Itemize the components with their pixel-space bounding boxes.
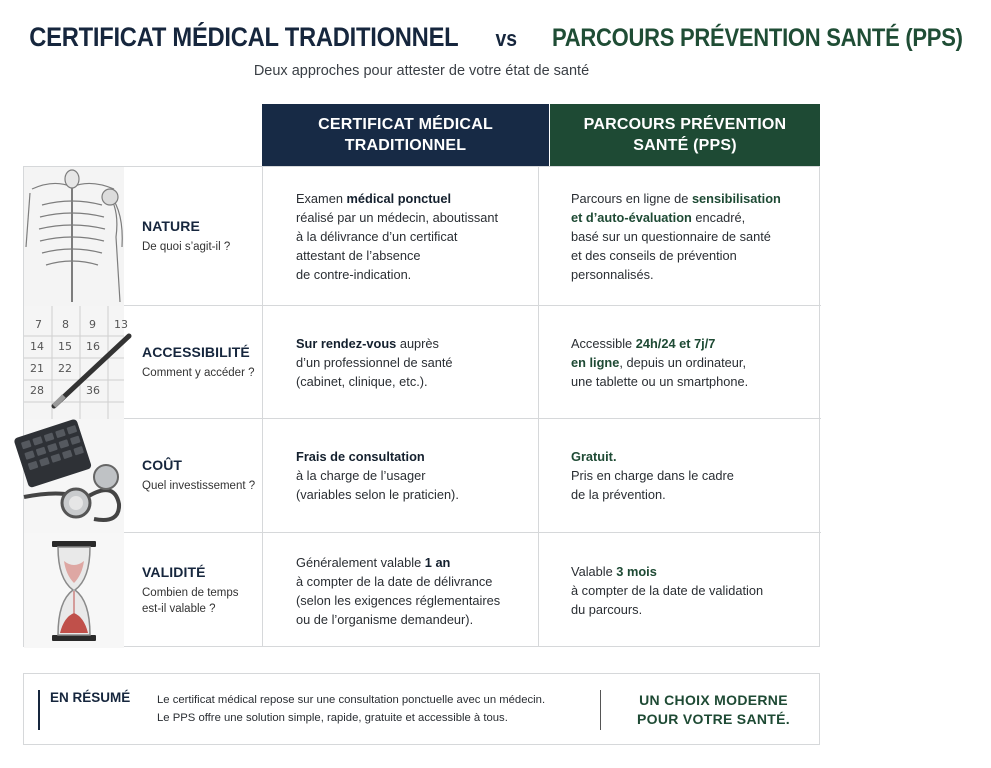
cell-pps-accessibilite: Accessible 24h/24 et 7j/7 en ligne, depuis un ordinateur, une tablette ou un smartphone. [571, 335, 749, 389]
row-title: VALIDITÉ [142, 564, 206, 580]
cell-traditional-accessibilite: Sur rendez-vous auprès d’un professionnel de santé (cabinet, clinique, etc.). [296, 335, 453, 389]
svg-text:7: 7 [35, 318, 42, 331]
row-question: Comment y accéder ? [142, 366, 255, 379]
calendar-pen-icon [24, 306, 128, 418]
row-title: NATURE [142, 217, 200, 234]
svg-text:36: 36 [86, 384, 100, 397]
title-pps: PARCOURS PRÉVENTION SANTÉ (PPS) [552, 24, 963, 52]
cell-pps-nature: Parcours en ligne de sensibilisation et d’auto-évaluation encadré, basé sur un questionnaire de santé et des conseils de prévention personnalisés. [571, 190, 781, 282]
row-question: Combien de temps est-il valable ? [142, 587, 239, 615]
title-traditional: CERTIFICAT MÉDICAL TRADITIONNEL [29, 22, 459, 52]
summary-box [23, 673, 820, 745]
hourglass-icon [24, 533, 124, 648]
row-question: De quoi s’agit-il ? [142, 240, 231, 253]
title-vs: vs [495, 26, 517, 51]
svg-text:22: 22 [58, 362, 72, 375]
summary-text: Le certificat médical repose sur une consultation ponctuelle avec un médecin. Le PPS offre une solution simple, rapide, gratuite et accessible à tous. [157, 694, 546, 724]
svg-text:8: 8 [62, 318, 69, 331]
comparison-table [23, 166, 820, 647]
column-header-pps: PARCOURS PRÉVENTION SANTÉ (PPS) [550, 104, 820, 166]
summary-divider [600, 690, 601, 730]
cell-pps-cout: Gratuit. Pris en charge dans le cadre de la prévention. [571, 449, 734, 502]
summary-tagline: UN CHOIX MODERNE POUR VOTRE SANTÉ. [637, 692, 790, 727]
table-row-accessibilite [24, 306, 821, 419]
cell-pps-validite: Valable 3 mois à compter de la date de validation du parcours. [571, 564, 764, 617]
cell-traditional-nature: Examen médical ponctuel réalisé par un médecin, aboutissant à la délivrance d’un certificat attestant de l’absence de contre-indication. [296, 190, 499, 282]
table-row-cout [24, 419, 821, 533]
row-title: ACCESSIBILITÉ [142, 343, 250, 360]
summary-label: EN RÉSUMÉ [38, 690, 130, 730]
svg-text:14: 14 [30, 340, 44, 353]
svg-text:9: 9 [89, 318, 96, 331]
calculator-stethoscope-icon [24, 419, 124, 532]
cell-traditional-cout: Frais de consultation à la charge de l’usager (variables selon le praticien). [296, 449, 459, 502]
svg-text:28: 28 [30, 384, 44, 397]
page-title [0, 22, 963, 53]
row-title: COÛT [142, 457, 183, 473]
table-row-nature [24, 167, 821, 306]
subtitle: Deux approches pour attester de votre état de santé [253, 63, 590, 79]
cell-traditional-validite: Généralement valable 1 an à compter de la date de délivrance (selon les exigences réglementaires ou de l’organisme demandeur). [296, 554, 501, 627]
svg-text:13: 13 [114, 318, 128, 331]
svg-text:15: 15 [58, 340, 72, 353]
row-question: Quel investissement ? [142, 480, 256, 492]
column-header-traditional: CERTIFICAT MÉDICAL TRADITIONNEL [262, 104, 549, 166]
skeleton-anatomy-icon [24, 167, 124, 305]
table-row-validite [24, 533, 821, 648]
svg-text:16: 16 [86, 340, 100, 353]
svg-text:21: 21 [30, 362, 44, 375]
